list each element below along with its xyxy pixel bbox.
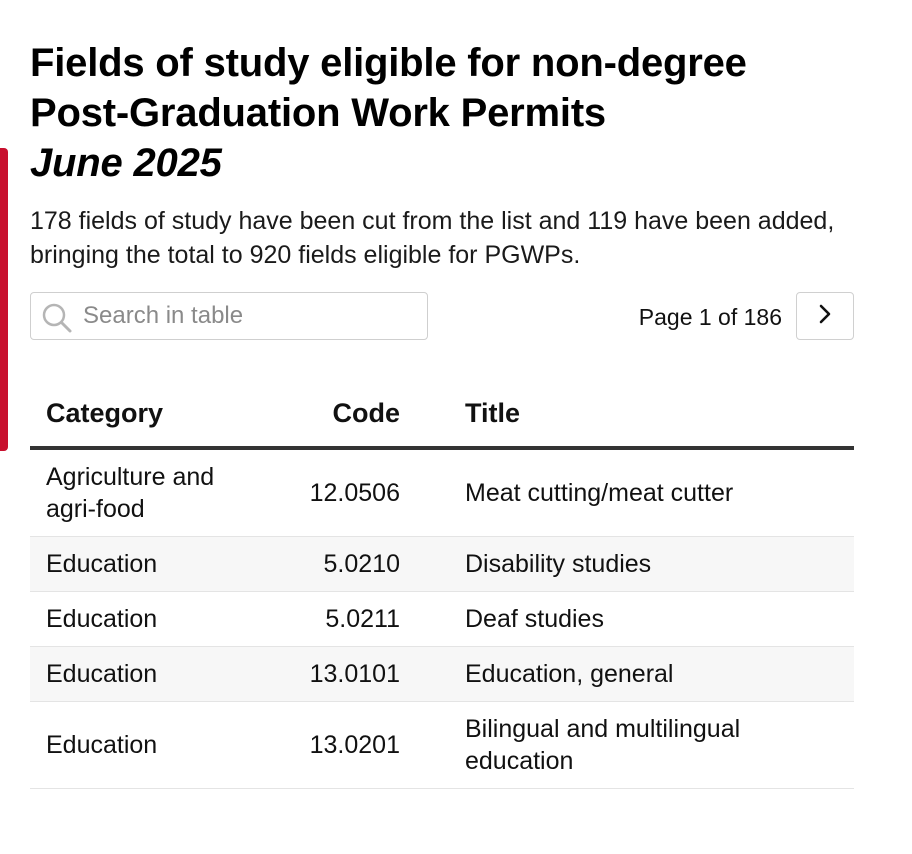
table-controls	[30, 292, 854, 342]
chevron-right-icon	[814, 303, 836, 330]
cell-title: Education, general	[416, 647, 854, 702]
cell-category: Education	[30, 592, 235, 647]
table-row	[30, 537, 854, 592]
search-box[interactable]	[30, 292, 428, 340]
title-line-1: Fields of study eligible for non-degree	[30, 41, 747, 85]
cell-title: Meat cutting/meat cutter	[416, 448, 854, 537]
search-icon	[41, 302, 73, 334]
cell-code: 12.0506	[235, 448, 416, 537]
table-row	[30, 592, 854, 647]
cell-category: Agriculture and agri-food	[30, 448, 235, 537]
page-indicator: Page 1 of 186	[638, 304, 782, 330]
accent-bar	[0, 148, 8, 451]
column-header-code[interactable]: Code	[235, 390, 416, 448]
cell-title: Deaf studies	[416, 592, 854, 647]
cell-code: 13.0101	[235, 647, 416, 702]
subtitle: 178 fields of study have been cut from the list and 119 have been added, bringing the total to 920 fields eligible for PGWPs.	[30, 207, 835, 269]
table-row	[30, 448, 854, 537]
table-header-row	[30, 390, 854, 448]
column-header-title[interactable]: Title	[416, 390, 854, 448]
cell-code: 5.0210	[235, 537, 416, 592]
cell-code: 13.0201	[235, 702, 416, 789]
cell-title: Bilingual and multilingual education	[416, 702, 854, 789]
cell-category: Education	[30, 647, 235, 702]
table-widget	[30, 38, 854, 789]
table-row	[30, 702, 854, 789]
page-title	[30, 38, 854, 188]
cell-code: 5.0211	[235, 592, 416, 647]
cell-category: Education	[30, 702, 235, 789]
fields-table	[30, 390, 854, 789]
next-page-button[interactable]	[796, 292, 854, 340]
title-line-2: Post-Graduation Work Permits	[30, 91, 606, 135]
cell-title: Disability studies	[416, 537, 854, 592]
cell-category: Education	[30, 537, 235, 592]
search-input[interactable]	[83, 299, 413, 333]
table-row	[30, 647, 854, 702]
title-date: June 2025	[30, 141, 222, 185]
column-header-category[interactable]: Category	[30, 390, 235, 448]
